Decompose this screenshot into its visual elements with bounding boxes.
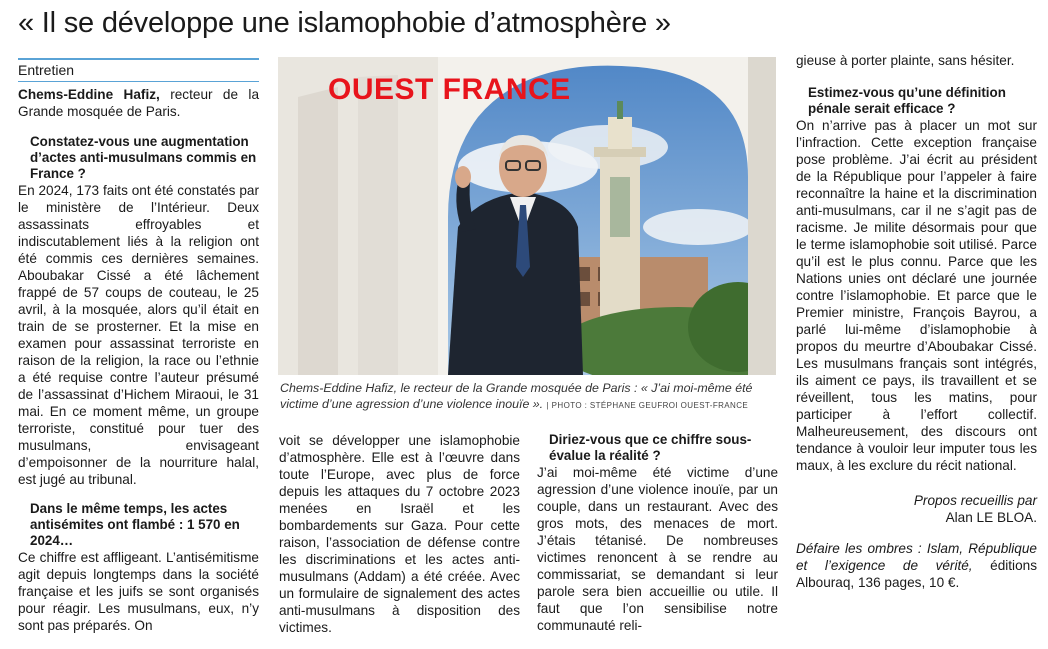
section-label: Entretien (18, 58, 259, 82)
intro-name: Chems-Eddine Hafiz, (18, 87, 160, 102)
column-3 (537, 432, 778, 634)
signature-line-2: Alan LE BLOA. (945, 510, 1037, 525)
column-4 (796, 52, 1037, 591)
column-1 (18, 58, 259, 634)
answer-2-continued: voit se développer une islamophobie d’atmosphère. Elle est à l’œuvre dans toute l’Europe, avec plus de force depuis les attaques du 7 octobre 2023 menées en Israël et les bombardements sur Gaza. Pour cette raison, l’association de défense contre les discriminations et les actes anti-musulmans (Addam) a été créée. Avec un formulaire de signalement des actes anti-musulmans à disposition des victimes. (279, 433, 520, 635)
intro-rest: recteur de la Grande mosquée de Paris. (18, 87, 260, 119)
article-photo (278, 57, 776, 375)
question-3: Diriez-vous que ce chiffre sous-évalue la réalité ? (549, 432, 752, 463)
answer-4: On n’arrive pas à placer un mot sur l’infraction. Cette exception française pose problème. J’ai écrit au président de la République pour l’appeler à faire reconnaître la haine et la discrimination anti-musulmans, car il ne s’agit pas de racisme. Je milite désormais pour que le terme islamophobie soit utilisé. Parce qu’il est le plus connu. Parce que les Nations unies ont déclaré une journée contre l’islamophobie. Et parce que le Premier ministre, François Bayrou, a parlé lui-même d’islamophobie à propos du meurtre d’Aboubakar Cissé. Les musulmans français sont intégrés, ils aiment ce pays, ils travaillent et se réveillent, tous les matins, pour participer à l’effort collectif. Malheureusement, des discours ont tendance à vouloir leur imputer tous les maux, à les exclure du récit national. (796, 118, 1037, 473)
answer-3-continued: gieuse à porter plainte, sans hésiter. (796, 53, 1015, 68)
caption-credit: | PHOTO : STÉPHANE GEUFROI OUEST-FRANCE (546, 401, 749, 410)
book-details: éditions Albouraq, 136 pages, 10 €. (796, 558, 1037, 590)
answer-3: J’ai moi-même été victime d’une agression d’une violence inouïe, par un couple, dans un restaurant. Avec des gros mots, des menaces de mort. J’étais tétanisé. De nombreuses victimes renoncent à se rendre au commissariat, se demandant si leur parole sera bien accueillie ou utile. Il faut que l’on sensibilise notre communauté reli- (537, 465, 778, 633)
question-1: Constatez-vous une augmentation d’actes anti-musulmans commis en France ? (30, 134, 257, 181)
answer-1: En 2024, 173 faits ont été constatés par le ministère de l’Intérieur. Deux assassinats effroyables et indiscutablement liés à la religion ont été commis ces dernières semaines. Aboubakar Cissé a été lâchement frappé de 57 coups de couteau, le 25 avril, à la mosquée, alors qu’il était en train de se prosterner. Et la mise en examen pour assassinat terroriste en raison de la religion, la race ou l’ethnie a été requise contre l’auteur présumé de l’assassinat d’Hichem Miraoui, le 31 mai. En ce moment même, un groupe terroriste, constitué pour tuer des musulmans, envisageant d’empoisonner de la nourriture halal, est jugé au tribunal. (18, 183, 259, 487)
column-2 (279, 432, 520, 636)
question-2: Dans le même temps, les actes antisémites ont flambé : 1 570 en 2024… (30, 501, 240, 548)
caption-text: Chems-Eddine Hafiz, le recteur de la Grande mosquée de Paris : « J’ai moi-même été victime d’une agression d’une violence inouïe ». (280, 381, 753, 411)
photo-caption (280, 380, 780, 414)
article-headline: « Il se développe une islamophobie d’atmosphère » (18, 7, 671, 39)
answer-2: Ce chiffre est affligeant. L’antisémitisme agit depuis longtemps dans la société française et les juifs se sont organisés pour réagir. Les musulmans, eux, n’y sont pas préparés. On (18, 550, 259, 633)
intro (18, 86, 259, 120)
book-title: Défaire les ombres : Islam, République et l’exigence de vérité, (796, 541, 1037, 573)
signature-line-1: Propos recueillis par (913, 493, 1037, 508)
brand-watermark: OUEST FRANCE (328, 73, 571, 106)
book-reference (796, 540, 1037, 591)
question-4: Estimez-vous qu’une définition pénale serait efficace ? (808, 85, 1006, 116)
